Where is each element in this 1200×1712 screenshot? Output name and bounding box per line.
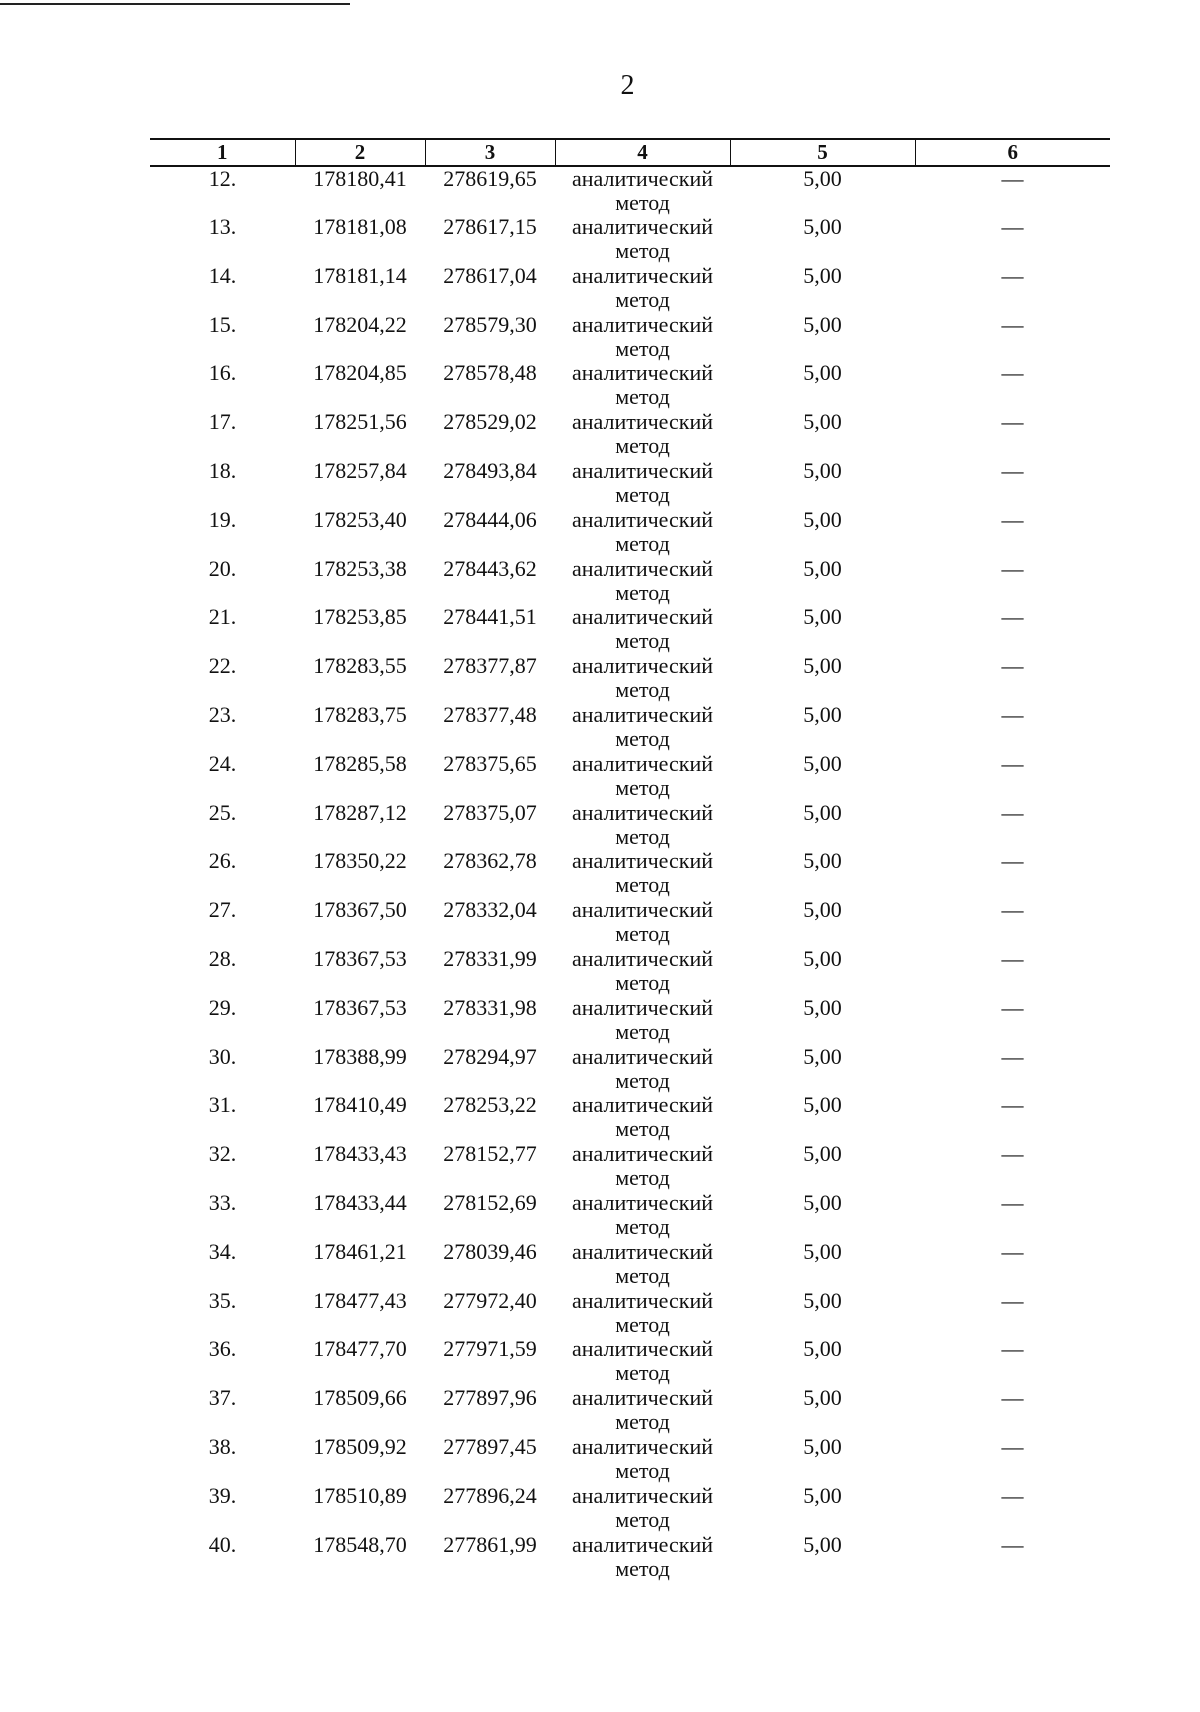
description-cell: — [1001,1482,1024,1508]
table-row [150,1045,1110,1094]
method-line-1: аналитический [571,1141,713,1167]
x-coordinate-cell: 178433,44 [313,1189,407,1215]
description-cell: — [1001,1092,1024,1118]
method-line-1: аналитический [571,555,713,581]
x-coordinate-cell: 178367,53 [313,945,407,971]
accuracy-cell: 5,00 [803,1092,842,1118]
y-coordinate-cell: 278039,46 [443,1238,537,1264]
y-coordinate-cell: 278444,06 [443,506,537,532]
method-cell [555,557,730,606]
point-number-cell: 22. [208,653,237,679]
method-line-1: аналитический [571,506,713,532]
table-row [150,1093,1110,1142]
point-number-cell: 29. [208,994,237,1020]
accuracy-cell: 5,00 [803,166,842,191]
method-line-1: аналитический [571,1238,713,1264]
table-row [150,1484,1110,1533]
method-cell [555,410,730,459]
point-number-cell: 24. [208,750,237,776]
method-line-1: аналитический [571,409,713,435]
y-coordinate-cell: 277861,99 [443,1531,537,1557]
method-cell [555,752,730,801]
method-line-1: аналитический [571,1531,713,1557]
description-cell: — [1001,457,1024,483]
method-line-1: аналитический [571,1385,713,1411]
top-edge-rule [0,3,350,5]
table-row [150,410,1110,459]
accuracy-cell: 5,00 [803,262,842,288]
method-line-2: метод [615,1262,670,1288]
table-row [150,1435,1110,1484]
method-line-2: метод [615,579,670,605]
description-cell: — [1001,1238,1024,1264]
method-line-2: метод [615,1457,670,1483]
method-line-2: метод [615,530,670,556]
table-row [150,1240,1110,1289]
method-cell [555,1533,730,1582]
y-coordinate-cell: 277897,45 [443,1433,537,1459]
point-number-cell: 32. [208,1141,237,1167]
method-cell [555,947,730,996]
table-row [150,898,1110,947]
accuracy-cell: 5,00 [803,1287,842,1313]
y-coordinate-cell: 278253,22 [443,1092,537,1118]
x-coordinate-cell: 178253,85 [313,604,407,630]
accuracy-cell: 5,00 [803,1189,842,1215]
table-row [150,1191,1110,1240]
method-line-2: метод [615,335,670,361]
method-line-1: аналитический [571,994,713,1020]
method-cell [555,1191,730,1240]
point-number-cell: 28. [208,945,237,971]
description-cell: — [1001,1385,1024,1411]
x-coordinate-cell: 178410,49 [313,1092,407,1118]
accuracy-cell: 5,00 [803,1141,842,1167]
table-row [150,313,1110,362]
y-coordinate-cell: 278331,98 [443,994,537,1020]
method-cell [555,1142,730,1191]
point-number-cell: 23. [208,701,237,727]
description-cell: — [1001,506,1024,532]
accuracy-cell: 5,00 [803,555,842,581]
point-number-cell: 21. [208,604,237,630]
y-coordinate-cell: 278152,69 [443,1189,537,1215]
method-line-2: метод [615,1360,670,1386]
y-coordinate-cell: 278529,02 [443,409,537,435]
description-cell: — [1001,994,1024,1020]
description-cell: — [1001,1287,1024,1313]
table-row [150,801,1110,850]
x-coordinate-cell: 178285,58 [313,750,407,776]
table-row [150,166,1110,215]
accuracy-cell: 5,00 [803,1238,842,1264]
method-line-2: метод [615,238,670,263]
method-line-2: метод [615,1067,670,1093]
description-cell: — [1001,360,1024,386]
x-coordinate-cell: 178461,21 [313,1238,407,1264]
accuracy-cell: 5,00 [803,848,842,874]
method-cell [555,1435,730,1484]
y-coordinate-cell: 277972,40 [443,1287,537,1313]
y-coordinate-cell: 278617,15 [443,214,537,239]
point-number-cell: 40. [208,1531,237,1557]
y-coordinate-cell: 278294,97 [443,1043,537,1069]
point-number-cell: 35. [208,1287,237,1313]
x-coordinate-cell: 178350,22 [313,848,407,874]
accuracy-cell: 5,00 [803,897,842,923]
method-line-2: метод [615,1409,670,1435]
column-header: 5 [730,139,915,166]
method-line-1: аналитический [571,1287,713,1313]
point-number-cell: 26. [208,848,237,874]
y-coordinate-cell: 278443,62 [443,555,537,581]
x-coordinate-cell: 178181,08 [313,214,407,239]
method-line-2: метод [615,286,670,312]
point-number-cell: 31. [208,1092,237,1118]
method-cell [555,1240,730,1289]
y-coordinate-cell: 278579,30 [443,311,537,337]
description-cell: — [1001,945,1024,971]
description-cell: — [1001,897,1024,923]
table-row [150,1337,1110,1386]
table-row [150,459,1110,508]
method-line-2: метод [615,774,670,800]
accuracy-cell: 5,00 [803,214,842,239]
y-coordinate-cell: 278375,07 [443,799,537,825]
x-coordinate-cell: 178477,43 [313,1287,407,1313]
description-cell: — [1001,848,1024,874]
method-line-1: аналитический [571,166,713,191]
accuracy-cell: 5,00 [803,994,842,1020]
method-line-2: метод [615,433,670,459]
table-row [150,361,1110,410]
accuracy-cell: 5,00 [803,409,842,435]
method-line-1: аналитический [571,1482,713,1508]
method-cell [555,459,730,508]
point-number-cell: 30. [208,1043,237,1069]
x-coordinate-cell: 178509,66 [313,1385,407,1411]
description-cell: — [1001,555,1024,581]
column-header: 1 [150,139,295,166]
accuracy-cell: 5,00 [803,311,842,337]
description-cell: — [1001,166,1024,191]
table-row [150,1289,1110,1338]
y-coordinate-cell: 278152,77 [443,1141,537,1167]
x-coordinate-cell: 178367,50 [313,897,407,923]
x-coordinate-cell: 178388,99 [313,1043,407,1069]
accuracy-cell: 5,00 [803,506,842,532]
table-row [150,264,1110,313]
point-number-cell: 25. [208,799,237,825]
method-cell [555,1337,730,1386]
table-row [150,752,1110,801]
table-row [150,703,1110,752]
description-cell: — [1001,750,1024,776]
method-line-2: метод [615,1018,670,1044]
method-cell [555,605,730,654]
x-coordinate-cell: 178477,70 [313,1336,407,1362]
x-coordinate-cell: 178181,14 [313,262,407,288]
method-line-2: метод [615,872,670,898]
method-line-1: аналитический [571,1336,713,1362]
method-line-2: метод [615,823,670,849]
method-line-2: метод [615,1165,670,1191]
x-coordinate-cell: 178283,75 [313,701,407,727]
description-cell: — [1001,1141,1024,1167]
x-coordinate-cell: 178433,43 [313,1141,407,1167]
y-coordinate-cell: 278375,65 [443,750,537,776]
description-cell: — [1001,701,1024,727]
method-cell [555,654,730,703]
x-coordinate-cell: 178253,38 [313,555,407,581]
point-number-cell: 27. [208,897,237,923]
x-coordinate-cell: 178367,53 [313,994,407,1020]
table-row [150,1142,1110,1191]
table-row [150,996,1110,1045]
x-coordinate-cell: 178204,85 [313,360,407,386]
method-line-2: метод [615,969,670,995]
method-cell [555,801,730,850]
y-coordinate-cell: 278619,65 [443,166,537,191]
y-coordinate-cell: 277896,24 [443,1482,537,1508]
x-coordinate-cell: 178204,22 [313,311,407,337]
description-cell: — [1001,653,1024,679]
method-line-1: аналитический [571,1092,713,1118]
method-cell [555,1093,730,1142]
method-line-1: аналитический [571,262,713,288]
point-number-cell: 39. [208,1482,237,1508]
column-header: 4 [555,139,730,166]
accuracy-cell: 5,00 [803,1336,842,1362]
accuracy-cell: 5,00 [803,653,842,679]
method-line-2: метод [615,1116,670,1142]
table-row [150,557,1110,606]
method-cell [555,508,730,557]
method-line-2: метод [615,1311,670,1337]
table-row [150,1533,1110,1582]
description-cell: — [1001,262,1024,288]
method-line-2: метод [615,1506,670,1532]
description-cell: — [1001,1043,1024,1069]
x-coordinate-cell: 178283,55 [313,653,407,679]
accuracy-cell: 5,00 [803,945,842,971]
accuracy-cell: 5,00 [803,799,842,825]
y-coordinate-cell: 277971,59 [443,1336,537,1362]
method-cell [555,166,730,215]
point-number-cell: 36. [208,1336,237,1362]
method-line-1: аналитический [571,311,713,337]
description-cell: — [1001,799,1024,825]
accuracy-cell: 5,00 [803,360,842,386]
description-cell: — [1001,409,1024,435]
method-cell [555,1386,730,1435]
description-cell: — [1001,1336,1024,1362]
method-line-1: аналитический [571,897,713,923]
accuracy-cell: 5,00 [803,1043,842,1069]
point-number-cell: 12. [208,166,237,191]
method-line-1: аналитический [571,1189,713,1215]
method-cell [555,996,730,1045]
point-number-cell: 19. [208,506,237,532]
method-line-1: аналитический [571,214,713,239]
point-number-cell: 13. [208,214,237,239]
accuracy-cell: 5,00 [803,604,842,630]
description-cell: — [1001,1433,1024,1459]
column-header: 3 [425,139,555,166]
method-line-1: аналитический [571,848,713,874]
method-line-1: аналитический [571,945,713,971]
column-header: 2 [295,139,425,166]
point-number-cell: 15. [208,311,237,337]
method-line-1: аналитический [571,604,713,630]
method-line-2: метод [615,725,670,751]
method-line-1: аналитический [571,360,713,386]
table-row [150,654,1110,703]
y-coordinate-cell: 278617,04 [443,262,537,288]
table-row [150,1386,1110,1435]
accuracy-cell: 5,00 [803,457,842,483]
y-coordinate-cell: 277897,96 [443,1385,537,1411]
y-coordinate-cell: 278377,87 [443,653,537,679]
table-row [150,947,1110,996]
table-row [150,849,1110,898]
x-coordinate-cell: 178509,92 [313,1433,407,1459]
method-line-1: аналитический [571,457,713,483]
method-cell [555,313,730,362]
page-number: 2 [620,70,635,101]
accuracy-cell: 5,00 [803,1433,842,1459]
method-cell [555,898,730,947]
point-number-cell: 37. [208,1385,237,1411]
point-number-cell: 33. [208,1189,237,1215]
method-line-2: метод [615,1555,670,1581]
point-number-cell: 17. [208,409,237,435]
method-line-1: аналитический [571,701,713,727]
method-cell [555,215,730,264]
x-coordinate-cell: 178180,41 [313,166,407,191]
x-coordinate-cell: 178287,12 [313,799,407,825]
y-coordinate-cell: 278377,48 [443,701,537,727]
x-coordinate-cell: 178257,84 [313,457,407,483]
description-cell: — [1001,311,1024,337]
method-line-2: метод [615,384,670,410]
y-coordinate-cell: 278441,51 [443,604,537,630]
point-number-cell: 38. [208,1433,237,1459]
accuracy-cell: 5,00 [803,1482,842,1508]
y-coordinate-cell: 278362,78 [443,848,537,874]
point-number-cell: 34. [208,1238,237,1264]
description-cell: — [1001,1531,1024,1557]
x-coordinate-cell: 178251,56 [313,409,407,435]
y-coordinate-cell: 278578,48 [443,360,537,386]
method-line-2: метод [615,481,670,507]
y-coordinate-cell: 278332,04 [443,897,537,923]
table-header-row [150,139,1110,166]
method-line-2: метод [615,628,670,654]
method-cell [555,1289,730,1338]
table-row [150,605,1110,654]
description-cell: — [1001,1189,1024,1215]
method-cell [555,264,730,313]
method-line-1: аналитический [571,653,713,679]
method-line-1: аналитический [571,799,713,825]
method-cell [555,1484,730,1533]
method-line-1: аналитический [571,1043,713,1069]
point-number-cell: 20. [208,555,237,581]
method-line-1: аналитический [571,750,713,776]
point-number-cell: 16. [208,360,237,386]
accuracy-cell: 5,00 [803,1385,842,1411]
y-coordinate-cell: 278331,99 [443,945,537,971]
column-header: 6 [915,139,1110,166]
method-line-2: метод [615,677,670,703]
table-row [150,215,1110,264]
y-coordinate-cell: 278493,84 [443,457,537,483]
point-number-cell: 14. [208,262,237,288]
description-cell: — [1001,214,1024,239]
method-line-2: метод [615,190,670,215]
method-line-2: метод [615,1213,670,1239]
method-line-2: метод [615,921,670,947]
point-number-cell: 18. [208,457,237,483]
method-cell [555,703,730,752]
coordinates-table [150,138,1110,1581]
accuracy-cell: 5,00 [803,1531,842,1557]
x-coordinate-cell: 178510,89 [313,1482,407,1508]
table-row [150,508,1110,557]
accuracy-cell: 5,00 [803,750,842,776]
method-cell [555,849,730,898]
x-coordinate-cell: 178548,70 [313,1531,407,1557]
method-line-1: аналитический [571,1433,713,1459]
description-cell: — [1001,604,1024,630]
method-cell [555,361,730,410]
accuracy-cell: 5,00 [803,701,842,727]
method-cell [555,1045,730,1094]
x-coordinate-cell: 178253,40 [313,506,407,532]
